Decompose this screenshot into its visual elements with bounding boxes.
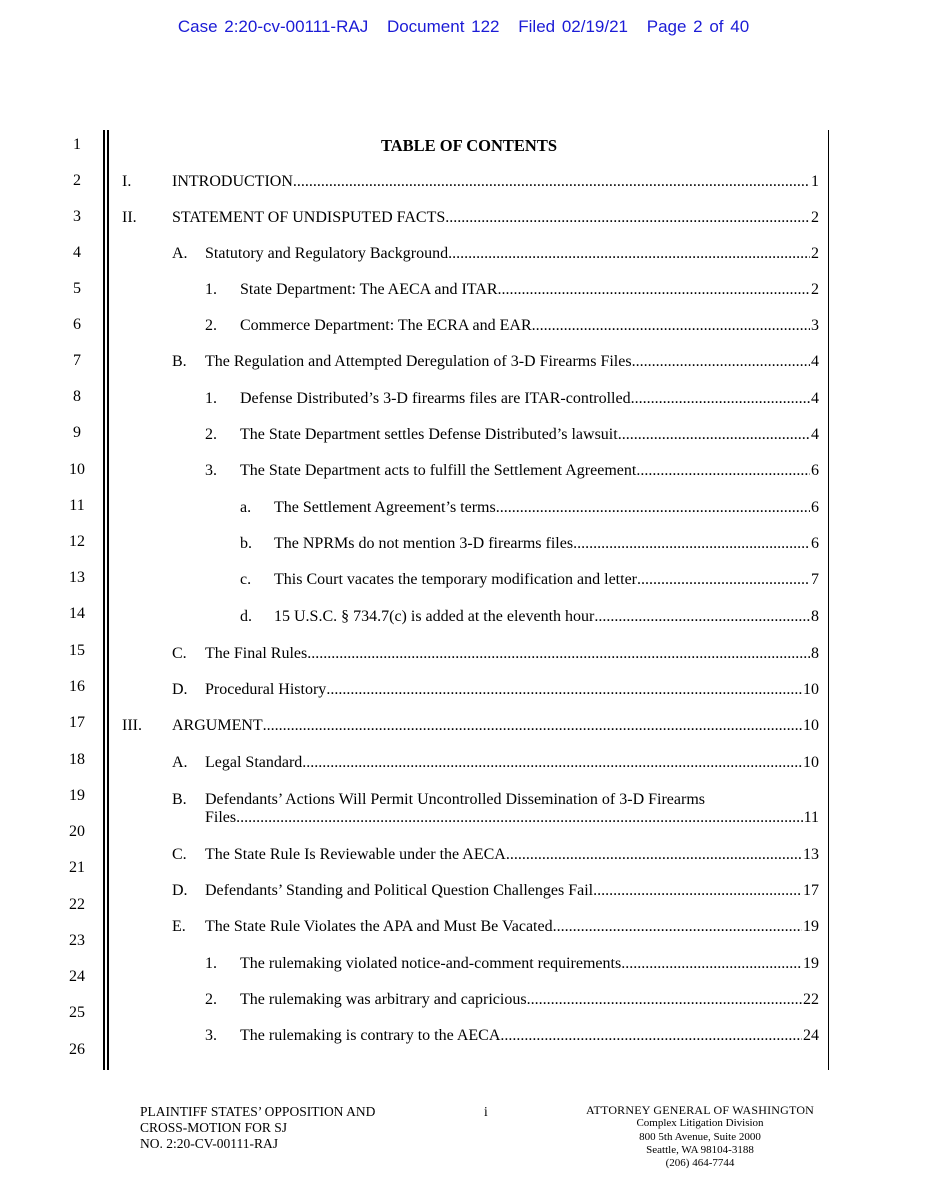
line-number: 1 (73, 136, 81, 153)
toc-entry-page: 4 (811, 426, 819, 443)
case-number: Case 2:20-cv-00111-RAJ (177, 17, 369, 36)
toc-entry-title: The State Rule Is Reviewable under the AECA (205, 846, 506, 863)
toc-entry-title: 15 U.S.C. § 734.7(c) is added at the eleventh hour (274, 608, 595, 625)
toc-entry[interactable] (172, 882, 819, 900)
toc-entry-page: 6 (811, 535, 819, 552)
toc-entry-number: 1. (205, 955, 217, 972)
toc-entry[interactable] (205, 317, 819, 335)
dot-leader (573, 535, 810, 553)
line-number: 17 (69, 714, 85, 731)
line-number: 15 (69, 642, 85, 659)
toc-entry-page: 1 (811, 173, 819, 190)
toc-title: TABLE OF CONTENTS (380, 136, 558, 155)
toc-entry-title: Defense Distributed’s 3-D firearms files are ITAR-controlled (240, 390, 631, 407)
toc-entry-title: Commerce Department: The ECRA and EAR (240, 317, 532, 334)
toc-entry-title: Legal Standard (205, 754, 303, 771)
dot-leader (236, 809, 802, 827)
toc-entry-page: 2 (811, 209, 819, 226)
toc-entry-title: The rulemaking is contrary to the AECA (240, 1027, 501, 1044)
footer-address-line: Complex Litigation Division (636, 1117, 764, 1130)
toc-entry-title: The Settlement Agreement’s terms (274, 499, 496, 516)
toc-entry[interactable] (205, 462, 819, 480)
footer-address-line: Seattle, WA 98104-3188 (646, 1143, 754, 1156)
toc-entry-number: 3. (205, 1027, 217, 1044)
footer-caption-line: NO. 2:20-CV-00111-RAJ (140, 1136, 279, 1151)
line-number: 7 (73, 352, 81, 369)
toc-entry[interactable] (172, 353, 819, 371)
toc-entry-number: I. (122, 173, 132, 190)
toc-entry-title: This Court vacates the temporary modification and letter (274, 571, 637, 588)
line-number: 26 (69, 1041, 85, 1058)
line-number: 8 (73, 388, 81, 405)
dot-leader (593, 882, 802, 900)
footer-caption-line: CROSS-MOTION FOR SJ (140, 1120, 288, 1135)
toc-entry-number: A. (172, 754, 188, 771)
dot-leader (631, 390, 810, 408)
toc-entry[interactable] (205, 1027, 819, 1045)
toc-entry-number: D. (172, 681, 188, 698)
toc-entry-number: B. (172, 353, 187, 370)
toc-entry[interactable] (172, 245, 819, 263)
dot-leader (496, 499, 810, 517)
toc-entry-title: STATEMENT OF UNDISPUTED FACTS (172, 209, 446, 226)
line-number: 11 (69, 497, 85, 514)
line-number: 2 (73, 172, 81, 189)
dot-leader (532, 317, 810, 335)
footer-firm-name: ATTORNEY GENERAL OF WASHINGTON (585, 1103, 815, 1117)
toc-entry-title: The State Department settles Defense Distributed’s lawsuit (240, 426, 618, 443)
toc-entry-number: c. (240, 571, 252, 588)
toc-entry-page: 10 (803, 717, 819, 734)
dot-leader (637, 571, 810, 589)
toc-entry-page: 4 (811, 353, 819, 370)
toc-entry[interactable] (240, 608, 819, 626)
toc-entry-title: Statutory and Regulatory Background (205, 245, 449, 262)
toc-entry-page: 13 (803, 846, 819, 863)
toc-entry-number: E. (172, 918, 186, 935)
toc-entry-title: The State Rule Violates the APA and Must Be Vacated (205, 918, 553, 935)
toc-entry-title: ARGUMENT (172, 717, 263, 734)
dot-leader (621, 955, 802, 973)
line-number: 25 (69, 1004, 85, 1021)
toc-entry-page: 6 (811, 499, 819, 516)
toc-entry-number: D. (172, 882, 188, 899)
line-number: 22 (69, 896, 85, 913)
toc-entry-number: C. (172, 645, 187, 662)
line-number: 6 (73, 316, 81, 333)
dot-leader (326, 681, 802, 699)
line-number: 9 (73, 424, 81, 441)
line-number: 19 (69, 787, 85, 804)
dot-leader (448, 245, 810, 263)
toc-entry-page: 19 (803, 918, 819, 935)
line-number: 12 (69, 533, 85, 550)
line-number: 3 (73, 208, 81, 225)
toc-entry-page: 11 (803, 809, 819, 826)
dot-leader (594, 608, 810, 626)
dot-leader (293, 173, 810, 191)
toc-entry-page: 2 (811, 245, 819, 262)
line-number: 23 (69, 932, 85, 949)
toc-entry[interactable] (122, 209, 819, 227)
toc-entry[interactable] (205, 955, 819, 973)
toc-entry[interactable] (172, 846, 819, 864)
toc-entry-number: b. (240, 535, 252, 552)
dot-leader (500, 1027, 802, 1045)
line-number: 10 (69, 461, 85, 478)
toc-entry[interactable] (205, 390, 819, 408)
footer-firm-block (580, 1104, 820, 1170)
dot-leader (263, 717, 802, 735)
dot-leader (302, 754, 802, 772)
toc-entry-page: 19 (803, 955, 819, 972)
line-number: 4 (73, 244, 81, 261)
document-number: Document 122 (386, 17, 500, 36)
toc-entry[interactable] (205, 426, 819, 444)
toc-entry-number: B. (172, 791, 187, 808)
toc-entry[interactable] (240, 535, 819, 553)
toc-entry-title: The NPRMs do not mention 3-D firearms files (274, 535, 574, 552)
toc-entry-number: C. (172, 846, 187, 863)
toc-entry-number: a. (240, 499, 252, 516)
toc-entry-number: 2. (205, 991, 217, 1008)
toc-entry-title: INTRODUCTION (172, 173, 293, 190)
filed-date: Filed 02/19/21 (518, 17, 628, 36)
dot-leader (445, 209, 810, 227)
toc-entry-page: 8 (811, 608, 819, 625)
dot-leader (636, 462, 810, 480)
footer-caption-line: PLAINTIFF STATES’ OPPOSITION AND (140, 1104, 376, 1119)
page-of-total: Page 2 of 40 (646, 17, 750, 36)
footer-caption (140, 1104, 375, 1152)
toc-entry[interactable] (240, 499, 819, 517)
footer-page-number: i (484, 1104, 488, 1119)
left-margin-rule-inner (107, 130, 109, 1070)
toc-entry-title: Files (205, 809, 237, 826)
toc-entry-number: 3. (205, 462, 217, 479)
toc-entry-page: 2 (811, 281, 819, 298)
toc-entry[interactable] (205, 991, 819, 1009)
line-number: 18 (69, 751, 85, 768)
dot-leader (618, 426, 810, 444)
toc-entry-title: The Regulation and Attempted Deregulation of 3-D Firearms Files (205, 353, 632, 370)
toc-entry-page: 8 (811, 645, 819, 662)
toc-entry-page: 4 (811, 390, 819, 407)
dot-leader (497, 281, 810, 299)
toc-entry[interactable] (172, 681, 819, 699)
dot-leader (632, 353, 810, 371)
toc-entry-title: Procedural History (205, 681, 327, 698)
toc-entry-number: II. (122, 209, 137, 226)
line-number: 24 (69, 968, 85, 985)
toc-entry-title: The State Department acts to fulfill the Settlement Agreement (240, 462, 637, 479)
toc-entry[interactable] (205, 281, 819, 299)
line-number: 5 (73, 280, 81, 297)
toc-entry-title: The Final Rules (205, 645, 308, 662)
toc-entry-page: 7 (811, 571, 819, 588)
toc-entry[interactable] (122, 173, 819, 191)
dot-leader (307, 645, 810, 663)
left-margin-rule-outer (103, 130, 105, 1070)
toc-entry-page: 6 (811, 462, 819, 479)
toc-entry-number: 2. (205, 426, 217, 443)
line-number: 14 (69, 605, 85, 622)
toc-entry-title: The rulemaking violated notice-and-comment requirements (240, 955, 622, 972)
toc-entry-number: A. (172, 245, 188, 262)
dot-leader (553, 918, 802, 936)
dot-leader (527, 991, 802, 1009)
right-margin-rule (828, 130, 829, 1070)
toc-entry-number: 1. (205, 281, 217, 298)
toc-entry[interactable] (122, 717, 819, 735)
line-number: 16 (69, 678, 85, 695)
toc-entry-number: d. (240, 608, 252, 625)
footer-address-line: 800 5th Avenue, Suite 2000 (639, 1130, 761, 1143)
line-number: 21 (69, 859, 85, 876)
footer-address-line: (206) 464-7744 (665, 1157, 735, 1170)
toc-entry-number: 1. (205, 390, 217, 407)
line-number: 13 (69, 569, 85, 586)
toc-entry-title: State Department: The AECA and ITAR (240, 281, 498, 298)
toc-entry-number: III. (122, 717, 142, 734)
toc-entry-title-line1: Defendants’ Actions Will Permit Uncontrolled Dissemination of 3-D Firearms (205, 791, 706, 808)
toc-entry[interactable] (172, 754, 819, 772)
toc-entry-page: 10 (803, 681, 819, 698)
toc-entry-page: 22 (803, 991, 819, 1008)
case-header (0, 17, 927, 37)
toc-entry-page: 24 (803, 1027, 819, 1044)
toc-entry-page: 3 (811, 317, 819, 334)
dot-leader (506, 846, 802, 864)
toc-entry-title: The rulemaking was arbitrary and capricious (240, 991, 527, 1008)
line-number: 20 (69, 823, 85, 840)
toc-entry-title: Defendants’ Standing and Political Question Challenges Fail (205, 882, 594, 899)
toc-entry-page: 17 (803, 882, 819, 899)
toc-entry[interactable] (172, 918, 819, 936)
toc-entry[interactable] (172, 645, 819, 663)
toc-entry-page: 10 (803, 754, 819, 771)
toc-entry-number: 2. (205, 317, 217, 334)
toc-entry[interactable] (240, 571, 819, 589)
